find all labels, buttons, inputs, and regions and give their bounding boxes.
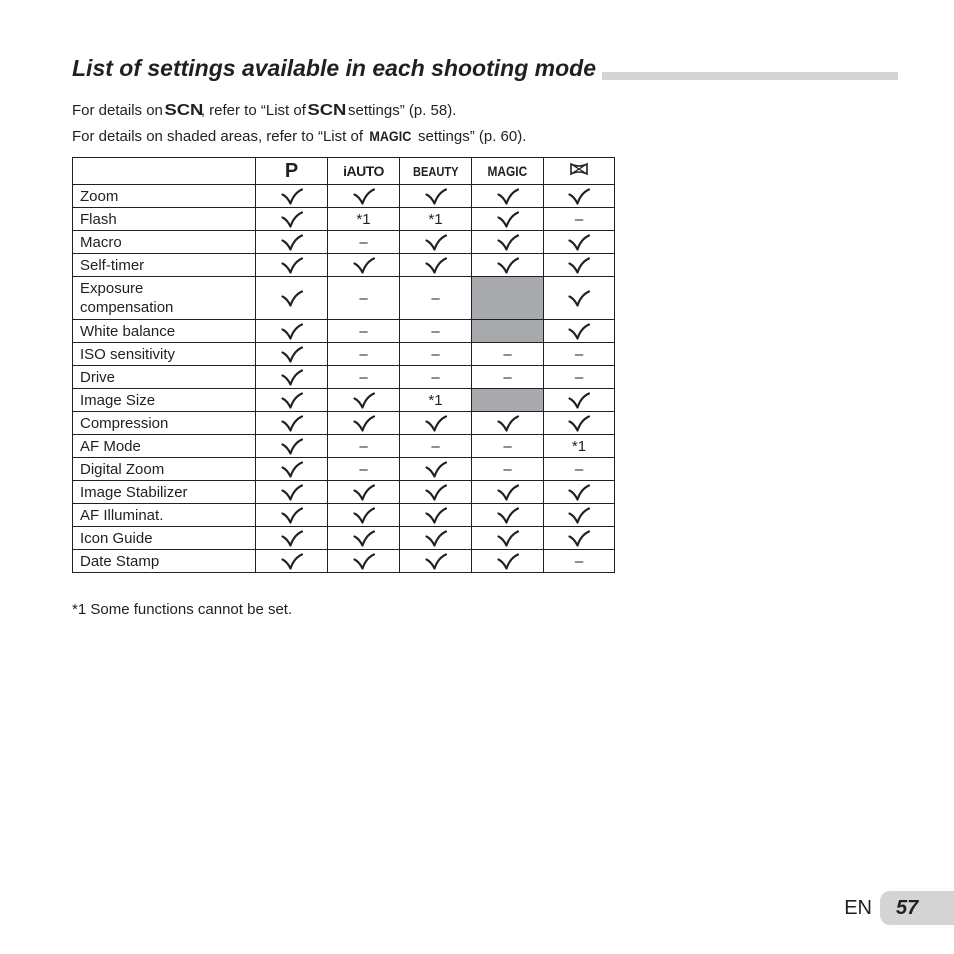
table-row xyxy=(73,320,615,343)
check-icon xyxy=(328,481,400,504)
setting-name: Macro xyxy=(73,231,256,254)
value-cell: *1 xyxy=(400,389,472,412)
value-cell: *1 xyxy=(544,435,615,458)
check-icon xyxy=(544,320,615,343)
check-icon xyxy=(472,231,544,254)
table-row xyxy=(73,185,615,208)
check-icon xyxy=(328,389,400,412)
value-cell: – xyxy=(400,435,472,458)
table-row xyxy=(73,527,615,550)
setting-name: Image Size xyxy=(73,389,256,412)
setting-name: Compression xyxy=(73,412,256,435)
table-row xyxy=(73,208,615,231)
check-icon xyxy=(328,412,400,435)
check-icon xyxy=(256,277,328,320)
check-icon xyxy=(256,185,328,208)
check-icon xyxy=(256,435,328,458)
check-icon xyxy=(256,527,328,550)
check-icon xyxy=(544,185,615,208)
check-icon xyxy=(544,389,615,412)
header-blank xyxy=(73,158,256,185)
check-icon xyxy=(400,254,472,277)
table-row xyxy=(73,231,615,254)
table-row xyxy=(73,277,615,320)
check-icon xyxy=(256,343,328,366)
intro-text: For details on xyxy=(72,102,168,119)
check-icon xyxy=(400,527,472,550)
panorama-icon xyxy=(569,162,589,176)
check-icon xyxy=(544,277,615,320)
setting-name: Icon Guide xyxy=(73,527,256,550)
intro-text: , refer to “List of xyxy=(200,102,311,119)
iauto-mode-icon: iAUTO xyxy=(328,158,400,185)
check-icon xyxy=(472,550,544,573)
table-row xyxy=(73,504,615,527)
setting-name: Image Stabilizer xyxy=(73,481,256,504)
check-icon xyxy=(328,527,400,550)
check-icon xyxy=(544,412,615,435)
page-number-block xyxy=(844,891,954,925)
value-cell: – xyxy=(472,435,544,458)
table-row xyxy=(73,412,615,435)
check-icon xyxy=(400,412,472,435)
shaded-cell xyxy=(472,320,544,343)
setting-name: Digital Zoom xyxy=(73,458,256,481)
value-cell: – xyxy=(544,458,615,481)
intro-text: settings” (p. 60). xyxy=(413,128,527,145)
check-icon xyxy=(472,504,544,527)
value-cell: – xyxy=(400,343,472,366)
value-cell: – xyxy=(328,366,400,389)
value-cell: – xyxy=(328,458,400,481)
check-icon xyxy=(256,550,328,573)
check-icon xyxy=(472,208,544,231)
value-cell: – xyxy=(328,343,400,366)
value-cell: – xyxy=(544,366,615,389)
check-icon xyxy=(400,550,472,573)
value-cell: – xyxy=(544,550,615,573)
table-row xyxy=(73,254,615,277)
value-cell: *1 xyxy=(328,208,400,231)
program-mode-icon: P xyxy=(256,158,328,185)
setting-name: AF Illuminat. xyxy=(73,504,256,527)
value-cell: – xyxy=(400,320,472,343)
footnote: *1 Some functions cannot be set. xyxy=(72,601,293,618)
language-label: EN xyxy=(844,896,872,919)
check-icon xyxy=(472,481,544,504)
setting-name: Date Stamp xyxy=(73,550,256,573)
check-icon xyxy=(256,458,328,481)
check-icon xyxy=(400,481,472,504)
check-icon xyxy=(256,389,328,412)
check-icon xyxy=(544,254,615,277)
setting-name: ISO sensitivity xyxy=(73,343,256,366)
table-header-row xyxy=(73,158,615,185)
check-icon xyxy=(400,504,472,527)
check-icon xyxy=(256,504,328,527)
check-icon xyxy=(400,231,472,254)
setting-name: Exposure compensation xyxy=(73,277,256,320)
value-cell: – xyxy=(544,208,615,231)
value-cell: – xyxy=(328,320,400,343)
setting-name: Zoom xyxy=(73,185,256,208)
check-icon xyxy=(544,231,615,254)
check-icon xyxy=(472,254,544,277)
beauty-mode-icon: BEAUTY xyxy=(400,158,472,185)
settings-table xyxy=(72,157,615,573)
table-row xyxy=(73,389,615,412)
value-cell: – xyxy=(544,343,615,366)
check-icon xyxy=(472,185,544,208)
table-row xyxy=(73,366,615,389)
table-row xyxy=(73,435,615,458)
check-icon xyxy=(256,254,328,277)
check-icon xyxy=(256,320,328,343)
value-cell: *1 xyxy=(400,208,472,231)
check-icon xyxy=(328,550,400,573)
check-icon xyxy=(400,185,472,208)
value-cell: – xyxy=(328,435,400,458)
shaded-cell xyxy=(472,389,544,412)
check-icon xyxy=(328,254,400,277)
value-cell: – xyxy=(400,277,472,320)
scn-mode-icon: SCN xyxy=(307,102,347,119)
value-cell: – xyxy=(328,231,400,254)
check-icon xyxy=(472,412,544,435)
check-icon xyxy=(328,504,400,527)
setting-name: Drive xyxy=(73,366,256,389)
value-cell: – xyxy=(472,458,544,481)
table-row xyxy=(73,343,615,366)
table-row xyxy=(73,481,615,504)
panorama-mode-icon xyxy=(544,158,615,185)
setting-name: AF Mode xyxy=(73,435,256,458)
setting-name: Self-timer xyxy=(73,254,256,277)
value-cell: – xyxy=(400,366,472,389)
value-cell: – xyxy=(328,277,400,320)
title-block xyxy=(72,54,898,84)
magic-mode-icon: MAGIC xyxy=(472,158,544,185)
intro-text: For details on shaded areas, refer to “List of xyxy=(72,128,368,145)
check-icon xyxy=(256,412,328,435)
check-icon xyxy=(544,504,615,527)
check-icon xyxy=(328,185,400,208)
check-icon xyxy=(256,231,328,254)
value-cell: – xyxy=(472,343,544,366)
check-icon xyxy=(544,481,615,504)
intro-line-magic xyxy=(72,127,526,146)
check-icon xyxy=(256,481,328,504)
check-icon xyxy=(400,458,472,481)
setting-name: Flash xyxy=(73,208,256,231)
table-row xyxy=(73,550,615,573)
page-title: List of settings available in each shooting mode xyxy=(72,54,602,82)
check-icon xyxy=(256,366,328,389)
check-icon xyxy=(544,527,615,550)
shaded-cell xyxy=(472,277,544,320)
check-icon xyxy=(472,527,544,550)
intro-line-scn xyxy=(72,102,456,120)
magic-mode-icon: MAGIC xyxy=(369,128,412,144)
table-row xyxy=(73,458,615,481)
intro-text: settings” (p. 58). xyxy=(343,102,457,119)
setting-name: White balance xyxy=(73,320,256,343)
value-cell: – xyxy=(472,366,544,389)
page-number: 57 xyxy=(880,891,954,925)
scn-mode-icon: SCN xyxy=(164,102,204,119)
check-icon xyxy=(256,208,328,231)
